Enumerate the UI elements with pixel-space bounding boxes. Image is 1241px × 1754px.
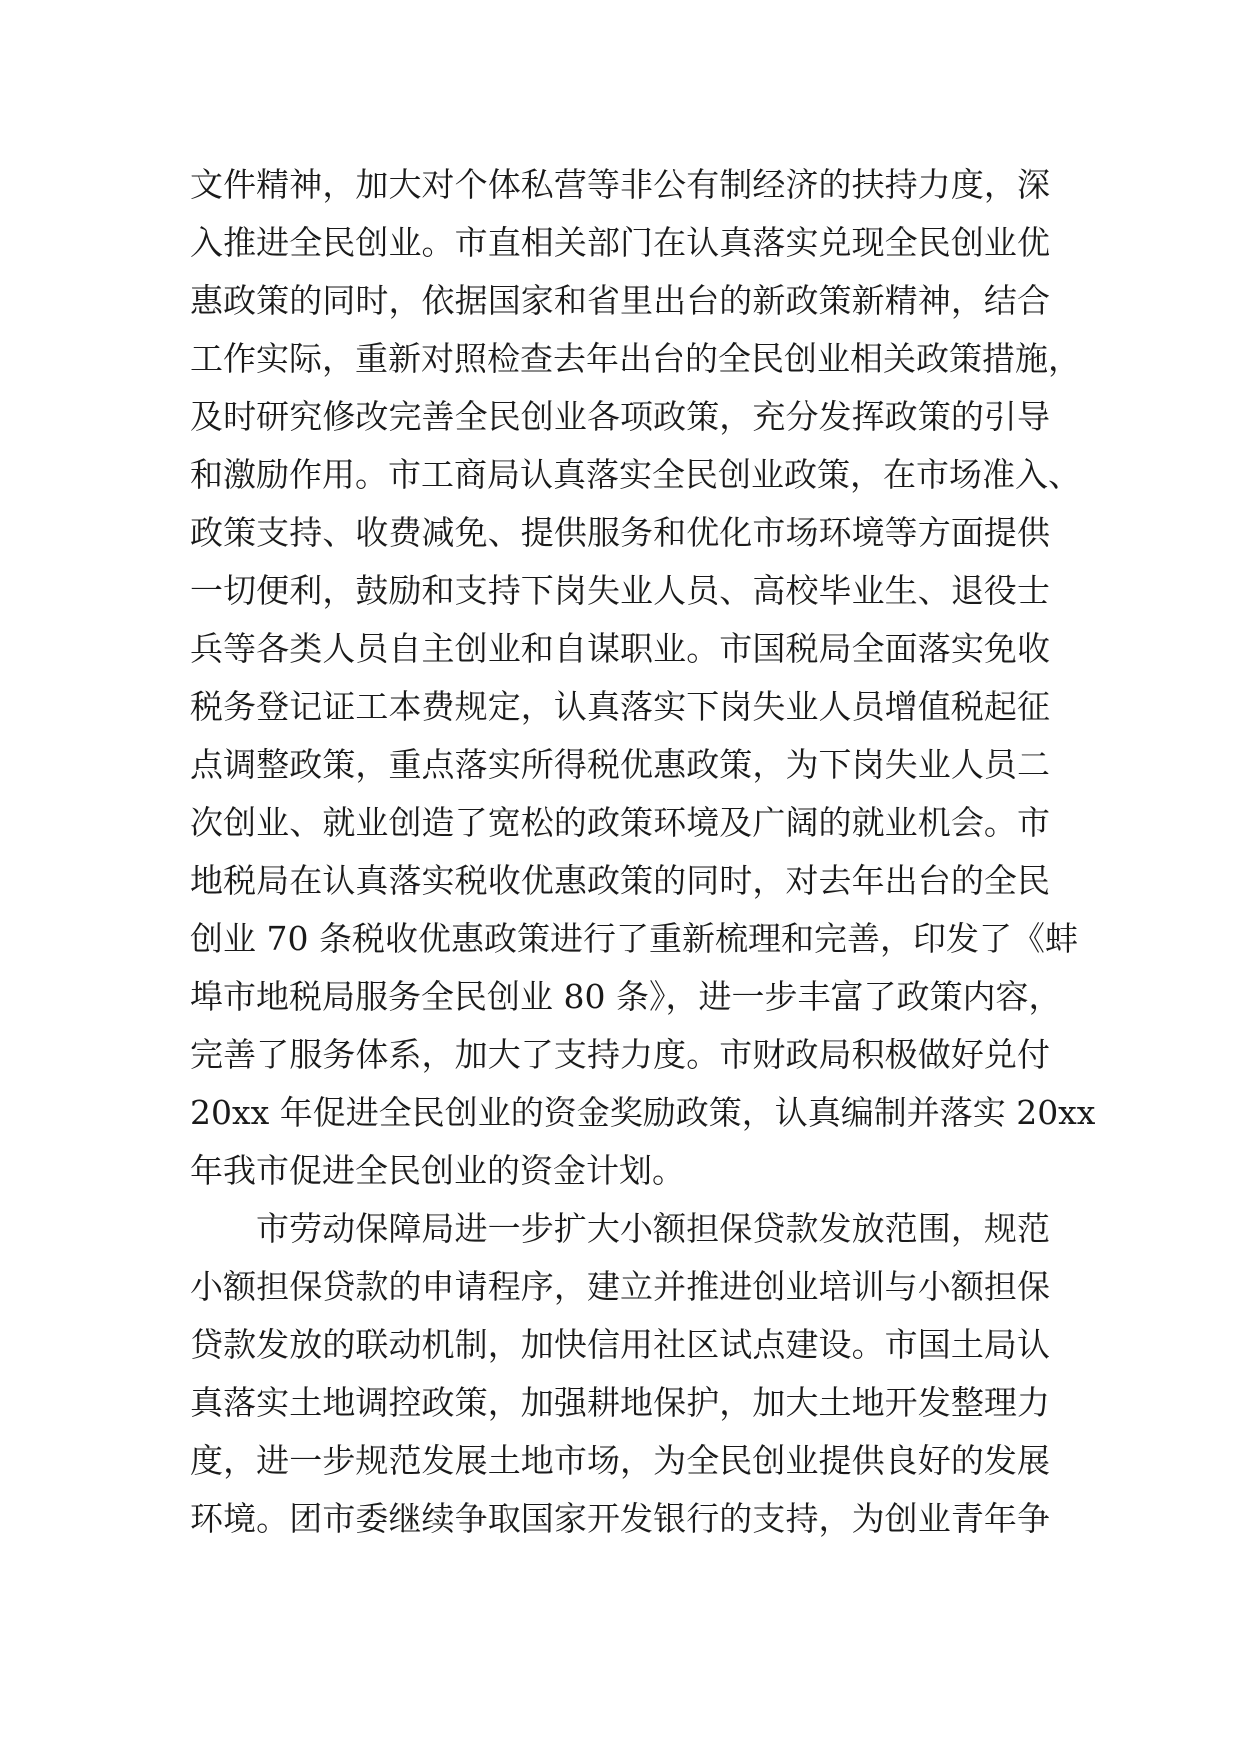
text-line: 贷款发放的联动机制，加快信用社区试点建设。市国土局认: [190, 1325, 1050, 1364]
text-line: 地税局在认真落实税收优惠政策的同时，对去年出台的全民: [190, 861, 1050, 900]
text-line: 及时研究修改完善全民创业各项政策，充分发挥政策的引导: [190, 397, 1050, 436]
text-line: 入推进全民创业。市直相关部门在认真落实兑现全民创业优: [190, 223, 1050, 262]
text-line: 创业 70 条税收优惠政策进行了重新梳理和完善，印发了《蚌: [190, 919, 1078, 958]
paragraph-2: [190, 1200, 1050, 1548]
text-line: 税务登记证工本费规定，认真落实下岗失业人员增值税起征: [190, 687, 1050, 726]
body-text: [190, 156, 1096, 1548]
text-line: 兵等各类人员自主创业和自谋职业。市国税局全面落实免收: [190, 629, 1050, 668]
text-line: 真落实土地调控政策，加强耕地保护，加大土地开发整理力: [190, 1383, 1050, 1422]
text-line: 文件精神，加大对个体私营等非公有制经济的扶持力度，深: [190, 165, 1050, 204]
text-line: 20xx 年促进全民创业的资金奖励政策，认真编制并落实 20xx: [190, 1093, 1096, 1132]
text-line: 埠市地税局服务全民创业 80 条》，进一步丰富了政策内容，: [190, 977, 1062, 1016]
paragraph-1: [190, 156, 1096, 1200]
text-line: 政策支持、收费减免、提供服务和优化市场环境等方面提供: [190, 513, 1050, 552]
text-line: 工作实际，重新对照检查去年出台的全民创业相关政策措施，: [190, 339, 1081, 378]
text-line: 和激励作用。市工商局认真落实全民创业政策，在市场准入、: [190, 455, 1081, 494]
text-line: 市劳动保障局进一步扩大小额担保贷款发放范围，规范: [256, 1209, 1050, 1248]
text-line: 惠政策的同时，依据国家和省里出台的新政策新精神，结合: [190, 281, 1050, 320]
text-line: 环境。团市委继续争取国家开发银行的支持，为创业青年争: [190, 1499, 1050, 1538]
text-line: 完善了服务体系，加大了支持力度。市财政局积极做好兑付: [190, 1035, 1050, 1074]
text-line: 次创业、就业创造了宽松的政策环境及广阔的就业机会。市: [190, 803, 1050, 842]
text-line: 度，进一步规范发展土地市场，为全民创业提供良好的发展: [190, 1441, 1050, 1480]
text-line: 小额担保贷款的申请程序，建立并推进创业培训与小额担保: [190, 1267, 1050, 1306]
text-line: 年我市促进全民创业的资金计划。: [190, 1151, 685, 1190]
text-line: 一切便利，鼓励和支持下岗失业人员、高校毕业生、退役士: [190, 571, 1050, 610]
text-line: 点调整政策，重点落实所得税优惠政策，为下岗失业人员二: [190, 745, 1050, 784]
